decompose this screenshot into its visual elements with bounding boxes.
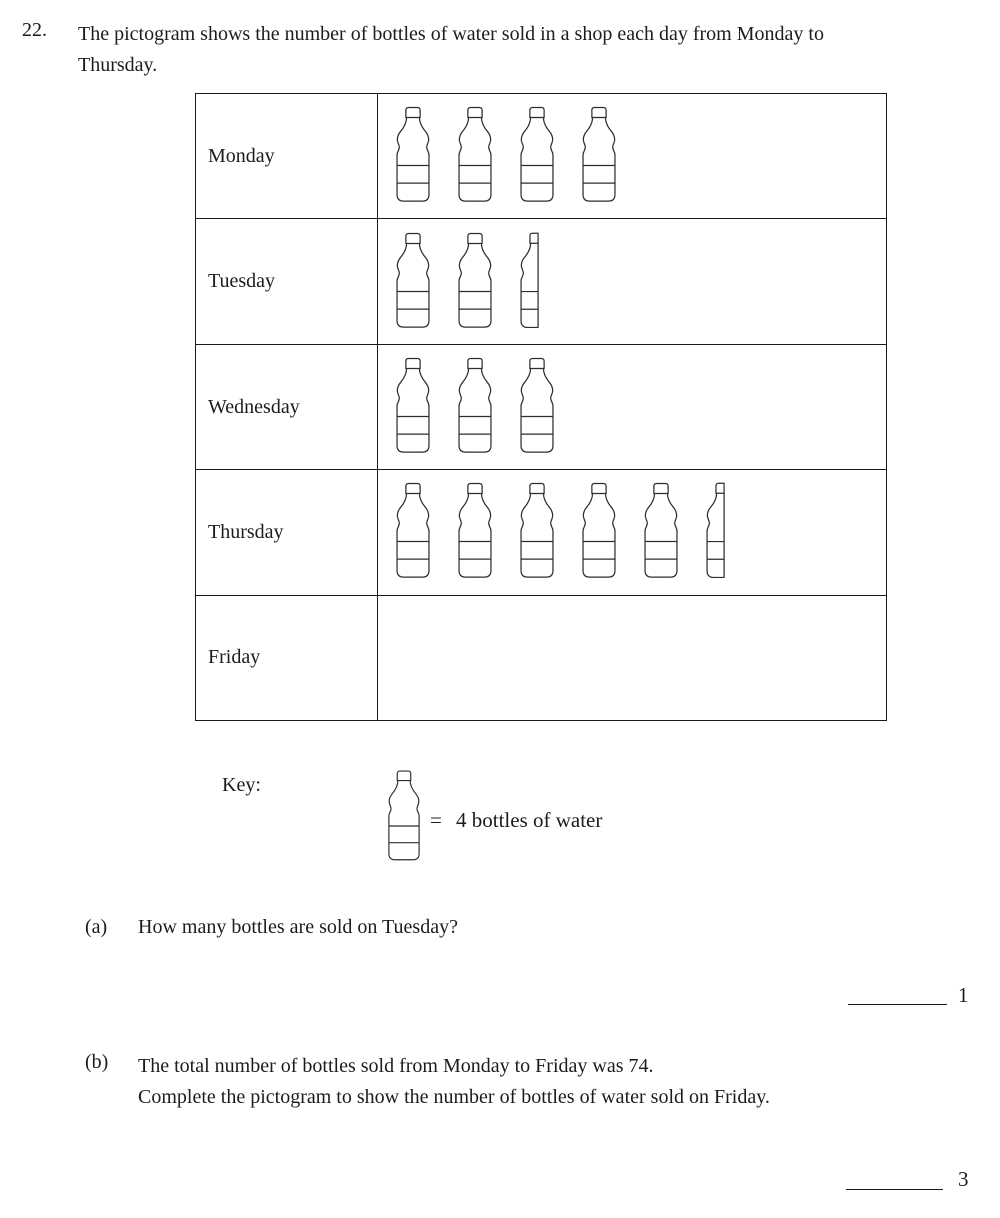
pictogram-row-monday bbox=[196, 94, 886, 218]
part-b-question bbox=[138, 1051, 770, 1113]
key-label: Key: bbox=[222, 774, 261, 796]
part-a-id: (a) bbox=[85, 916, 108, 938]
symbols-cell-friday[interactable] bbox=[378, 596, 886, 720]
part-b-marks: 3 bbox=[958, 1167, 969, 1191]
pictogram-row-wednesday bbox=[196, 344, 886, 469]
symbols-cell-tuesday bbox=[378, 219, 886, 343]
pictogram-row-friday bbox=[196, 595, 886, 720]
bottle-icon bbox=[580, 482, 618, 582]
day-label: Wednesday bbox=[208, 395, 300, 418]
day-label-cell-monday bbox=[196, 94, 378, 218]
key-value-text: 4 bottles of water bbox=[456, 808, 603, 832]
pictogram-row-thursday bbox=[196, 469, 886, 594]
bottle-icon bbox=[456, 357, 494, 457]
day-label: Friday bbox=[208, 646, 261, 669]
day-label: Thursday bbox=[208, 520, 284, 543]
bottle-icon bbox=[394, 106, 432, 206]
bottle-icon bbox=[456, 482, 494, 582]
question-intro bbox=[78, 19, 824, 81]
day-label-cell-friday bbox=[196, 596, 378, 720]
half-bottle-icon bbox=[704, 482, 726, 582]
question-intro-line2: Thursday. bbox=[78, 54, 158, 76]
question-number: 22. bbox=[22, 19, 47, 41]
day-label: Monday bbox=[208, 144, 275, 167]
key-bottle-icon bbox=[386, 766, 422, 868]
half-bottle-icon bbox=[518, 232, 540, 332]
bottle-icon bbox=[518, 106, 556, 206]
bottle-icon bbox=[456, 106, 494, 206]
day-label-cell-wednesday bbox=[196, 345, 378, 469]
bottle-icon bbox=[518, 482, 556, 582]
part-b-id: (b) bbox=[85, 1051, 109, 1073]
bottle-icon bbox=[394, 482, 432, 582]
pictogram-row-tuesday bbox=[196, 218, 886, 343]
symbols-cell-monday bbox=[378, 94, 886, 218]
day-label-cell-thursday bbox=[196, 470, 378, 594]
part-a-marks: 1 bbox=[958, 983, 969, 1007]
bottle-icon bbox=[518, 357, 556, 457]
bottle-icon bbox=[580, 106, 618, 206]
part-a-question: How many bottles are sold on Tuesday? bbox=[138, 916, 458, 938]
bottle-icon bbox=[456, 232, 494, 332]
symbols-cell-thursday bbox=[378, 470, 886, 594]
bottle-icon bbox=[394, 357, 432, 457]
bottle-icon bbox=[394, 232, 432, 332]
symbols-cell-wednesday bbox=[378, 345, 886, 469]
answer-line-b[interactable] bbox=[846, 1189, 943, 1190]
bottle-icon bbox=[642, 482, 680, 582]
day-label-cell-tuesday bbox=[196, 219, 378, 343]
day-label: Tuesday bbox=[208, 270, 276, 293]
question-intro-line1: The pictogram shows the number of bottles of water sold in a shop each day from Monday to bbox=[78, 23, 824, 45]
pictogram-table bbox=[195, 93, 887, 721]
part-b-line2: Complete the pictogram to show the number of bottles of water sold on Friday. bbox=[138, 1086, 770, 1108]
bottle-icon bbox=[386, 766, 422, 868]
answer-line-a[interactable] bbox=[848, 1004, 947, 1005]
part-b-line1: The total number of bottles sold from Monday to Friday was 74. bbox=[138, 1055, 654, 1077]
key-equals-sign: = bbox=[430, 808, 442, 832]
